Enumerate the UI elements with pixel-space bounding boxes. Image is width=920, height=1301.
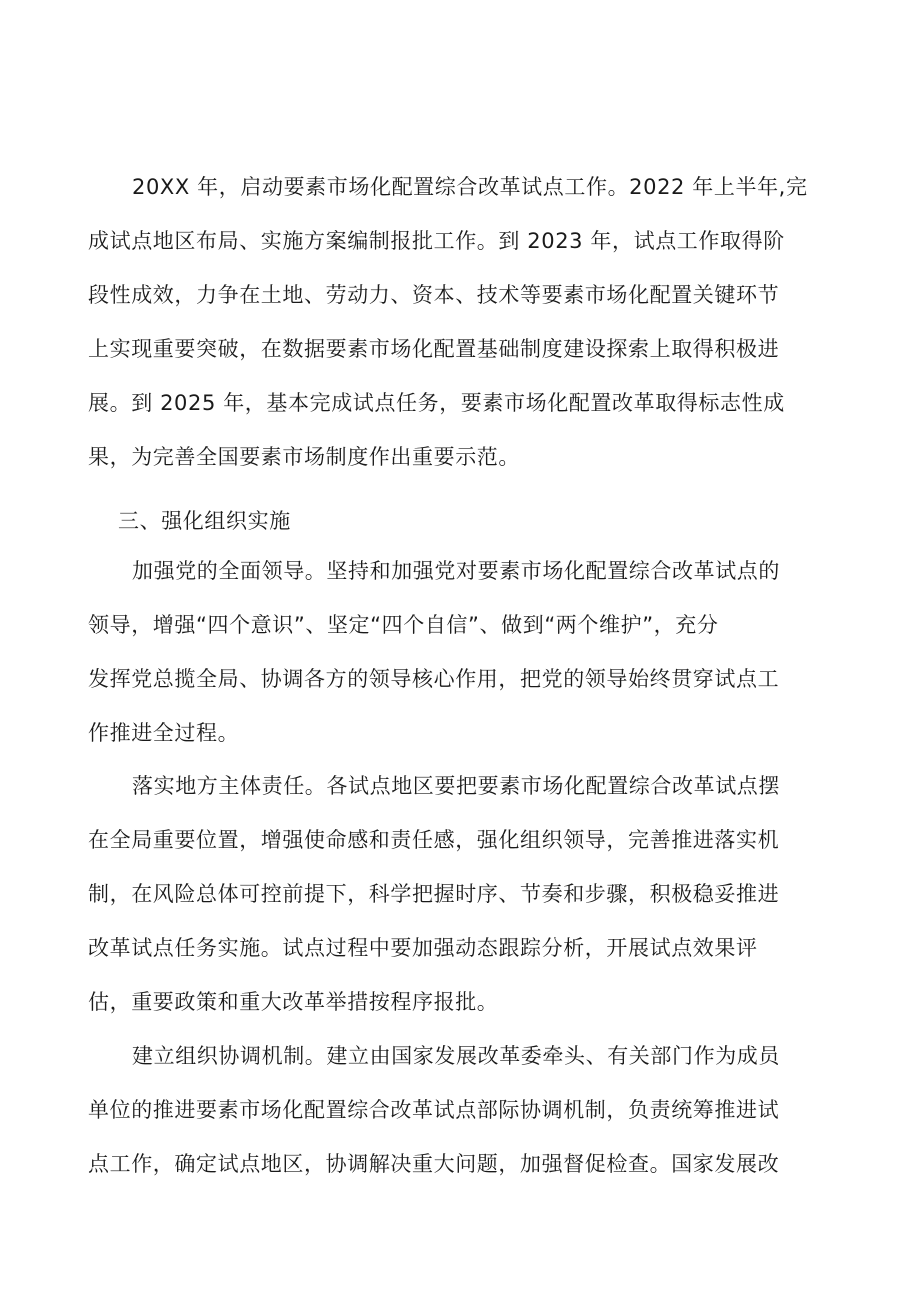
text-line: 展。到 2025 年，基本完成试点任务，要素市场化配置改革取得标志性成 (88, 391, 785, 415)
text-line: 落实地方主体责任。各试点地区要把要素市场化配置综合改革试点摆 (132, 774, 780, 798)
text-line: 段性成效，力争在土地、劳动力、资本、技术等要素市场化配置关键环节 (88, 283, 780, 307)
text-line: 在全局重要位置，增强使命感和责任感，强化组织领导，完善推进落实机 (88, 828, 780, 852)
text-line: 建立组织协调机制。建立由国家发展改革委牵头、有关部门作为成员 (132, 1044, 780, 1068)
text-line: 估，重要政策和重大改革举措按程序报批。 (88, 990, 499, 1014)
section-heading: 三、强化组织实施 (118, 509, 291, 533)
text-line: 制，在风险总体可控前提下，科学把握时序、节奏和步骤，积极稳妥推进 (88, 882, 780, 906)
text-line: 点工作，确定试点地区，协调解决重大问题，加强督促检查。国家发展改 (88, 1152, 780, 1176)
text-line: 20XX 年，启动要素市场化配置综合改革试点工作。2022 年上半年,完 (132, 175, 808, 199)
text-line: 上实现重要突破，在数据要素市场化配置基础制度建设探索上取得积极进 (88, 337, 780, 361)
text-line: 改革试点任务实施。试点过程中要加强动态跟踪分析，开展试点效果评 (88, 936, 758, 960)
text-line: 加强党的全面领导。坚持和加强党对要素市场化配置综合改革试点的 (132, 559, 780, 583)
text-line: 领导，增强“四个意识”、坚定“四个自信”、做到“两个维护”，充分 (88, 613, 719, 637)
text-line: 成试点地区布局、实施方案编制报批工作。到 2023 年，试点工作取得阶 (88, 229, 785, 253)
text-line: 果，为完善全国要素市场制度作出重要示范。 (88, 445, 520, 469)
text-line: 发挥党总揽全局、协调各方的领导核心作用，把党的领导始终贯穿试点工 (88, 667, 780, 691)
text-line: 单位的推进要素市场化配置综合改革试点部际协调机制，负责统筹推进试 (88, 1098, 780, 1122)
text-line: 作推进全过程。 (88, 721, 240, 745)
